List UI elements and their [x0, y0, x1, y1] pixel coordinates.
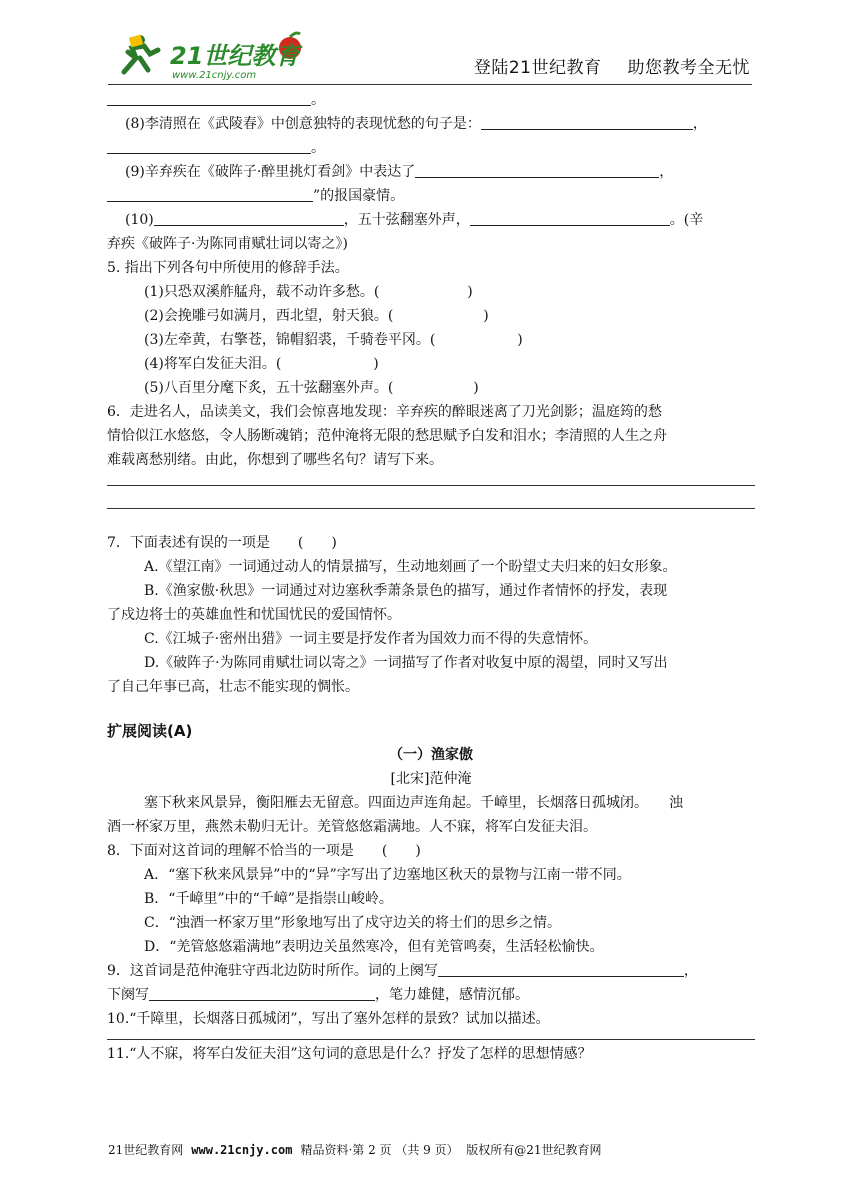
footer-right: 版权所有@21世纪教育网: [466, 1143, 602, 1157]
poem-text: [107, 791, 755, 839]
option-item: D．“羌管悠悠霜满地”表明边关虽然寒冷，但有羌管鸣奏，生活轻松愉快。: [144, 939, 604, 955]
q5-title: 5. 指出下列各句中所使用的修辞手法。: [107, 260, 349, 276]
page-footer: [108, 1141, 748, 1158]
answer-blank[interactable]: [154, 210, 344, 226]
q11-question: 11.“人不寐，将军白发征夫泪”这句词的意思是什么？抒发了怎样的思想情感？: [107, 1046, 592, 1062]
q10-question: 10.“千障里，长烟落日孤城闭”，写出了塞外怎样的景致？试加以描述。: [107, 1011, 550, 1027]
header-slogan: [448, 53, 750, 78]
q4-8-line: (8)李清照在《武陵春》中创意独特的表现忧愁的句子是： ，: [125, 116, 707, 132]
q8-title: 8．下面对这首词的理解不恰当的一项是 ( ): [107, 843, 421, 859]
option-item: B.《渔家傲·秋思》一词通过对边塞秋季萧条景色的描写，通过作者情怀的抒发，表现: [144, 583, 668, 599]
option-item: B．“千嶂里”中的“千嶂”是指崇山峻岭。: [144, 891, 393, 907]
rhetoric-item: (3)左牵黄，右擎苍，锦帽貂裘，千骑卷平冈。( ): [144, 332, 523, 348]
answer-blank[interactable]: [415, 162, 659, 178]
option-item: C.《江城子·密州出猎》一词主要是抒发作者为国效力而不得的失意情怀。: [144, 631, 598, 647]
answer-blank[interactable]: [107, 90, 311, 106]
poem-title: （一）渔家傲: [389, 747, 473, 763]
rhetoric-item: (5)八百里分麾下炙，五十弦翻塞外声。( ): [144, 380, 479, 396]
option-item: C．“浊酒一杯家万里”形象地写出了戍守边关的将士们的思乡之情。: [144, 915, 562, 931]
section-title: 扩展阅读(A): [107, 722, 193, 740]
q7-title: 7．下面表述有误的一项是 ( ): [107, 535, 337, 551]
q8-options: [107, 863, 755, 959]
q6-line: 6．走进名人，品读美文，我们会惊喜地发现：辛弃疾的醉眼迷离了刀光剑影；温庭筠的愁: [107, 404, 662, 420]
answer-blank[interactable]: [107, 138, 311, 154]
q4-8-line-2: 。: [107, 136, 755, 160]
option-item: A．“塞下秋来风景异”中的“异”字写出了边塞地区秋天的景物与江南一带不同。: [144, 867, 631, 883]
answer-blank[interactable]: [149, 985, 375, 1001]
poem-line: 塞下秋来风景异，衡阳雁去无留意。四面边声连角起。千嶂里，长烟落日孤城闭。 浊: [144, 795, 683, 811]
q6-line: 难载离愁别绪。由此，你想到了哪些名句？请写下来。: [107, 452, 443, 468]
poem-line: 酒一杯家万里，燕然未勒归无计。羌管悠悠霜满地。人不寐，将军白发征夫泪。: [107, 819, 597, 835]
q4-9-line-2: ”的报国豪情。: [107, 184, 755, 208]
page-header: [108, 28, 752, 85]
answer-blank[interactable]: [107, 186, 313, 202]
q4-7-line: 。: [107, 88, 755, 112]
q5-items: [107, 280, 755, 400]
option-item: D.《破阵子·为陈同甫赋壮词以寄之》一词描写了作者对收复中原的渴望，同时又写出: [144, 655, 668, 671]
q6-line: 情恰似江水悠悠，令人肠断魂销；范仲淹将无限的愁思赋予白发和泪水；李清照的人生之舟: [107, 428, 667, 444]
q6-question: [107, 400, 755, 472]
rhetoric-item: (4)将军白发征夫泪。( ): [144, 356, 379, 372]
site-logo: [110, 28, 310, 82]
answer-blank[interactable]: [481, 114, 693, 130]
rhetoric-item: (2)会挽雕弓如满月，西北望，射天狼。( ): [144, 308, 489, 324]
logo-url: www.21cnjy.com: [172, 70, 257, 81]
q9-line-2: 下阕写 ，笔力雄健，感情沉郁。: [107, 987, 529, 1003]
answer-blank[interactable]: [470, 210, 670, 226]
poem-author: [北宋]范仲淹: [390, 771, 472, 787]
q9-line: 9．这首词是范仲淹驻守西北边防时所作。词的上阕写 ，: [107, 963, 698, 979]
q7-options: [107, 555, 755, 699]
slogan-right: 助您教考全无忧: [627, 58, 750, 78]
option-item: 了自己年事已高，壮志不能实现的惆怅。: [107, 679, 359, 695]
footer-site[interactable]: www.21cnjy.com: [191, 1143, 293, 1157]
document-body: [107, 86, 755, 1066]
q4-10-source: 弃疾《破阵子·为陈同甫赋壮词以寄之》): [107, 236, 348, 252]
rhetoric-item: (1)只恐双溪舴艋舟，载不动许多愁。( ): [144, 284, 473, 300]
slogan-left: 登陆21世纪教育: [473, 58, 602, 78]
answer-blank[interactable]: [438, 961, 684, 977]
logo-text: 21世纪教育: [170, 42, 300, 70]
footer-left: 21世纪教育网: [108, 1143, 184, 1157]
option-item: A.《望江南》一词通过动人的情景描写，生动地刻画了一个盼望丈夫归来的妇女形象。: [144, 559, 677, 575]
q4-9-line: (9)辛弃疾在《破阵子·醉里挑灯看剑》中表达了 ，: [125, 164, 674, 180]
q4-10-line: (10) ，五十弦翻塞外声， 。(辛: [125, 212, 704, 228]
footer-page: 精品资料·第 2 页 （共 9 页）: [300, 1143, 459, 1157]
answer-line[interactable]: [107, 1039, 755, 1040]
option-item: 了戍边将士的英雄血性和忧国忧民的爱国情怀。: [107, 607, 401, 623]
